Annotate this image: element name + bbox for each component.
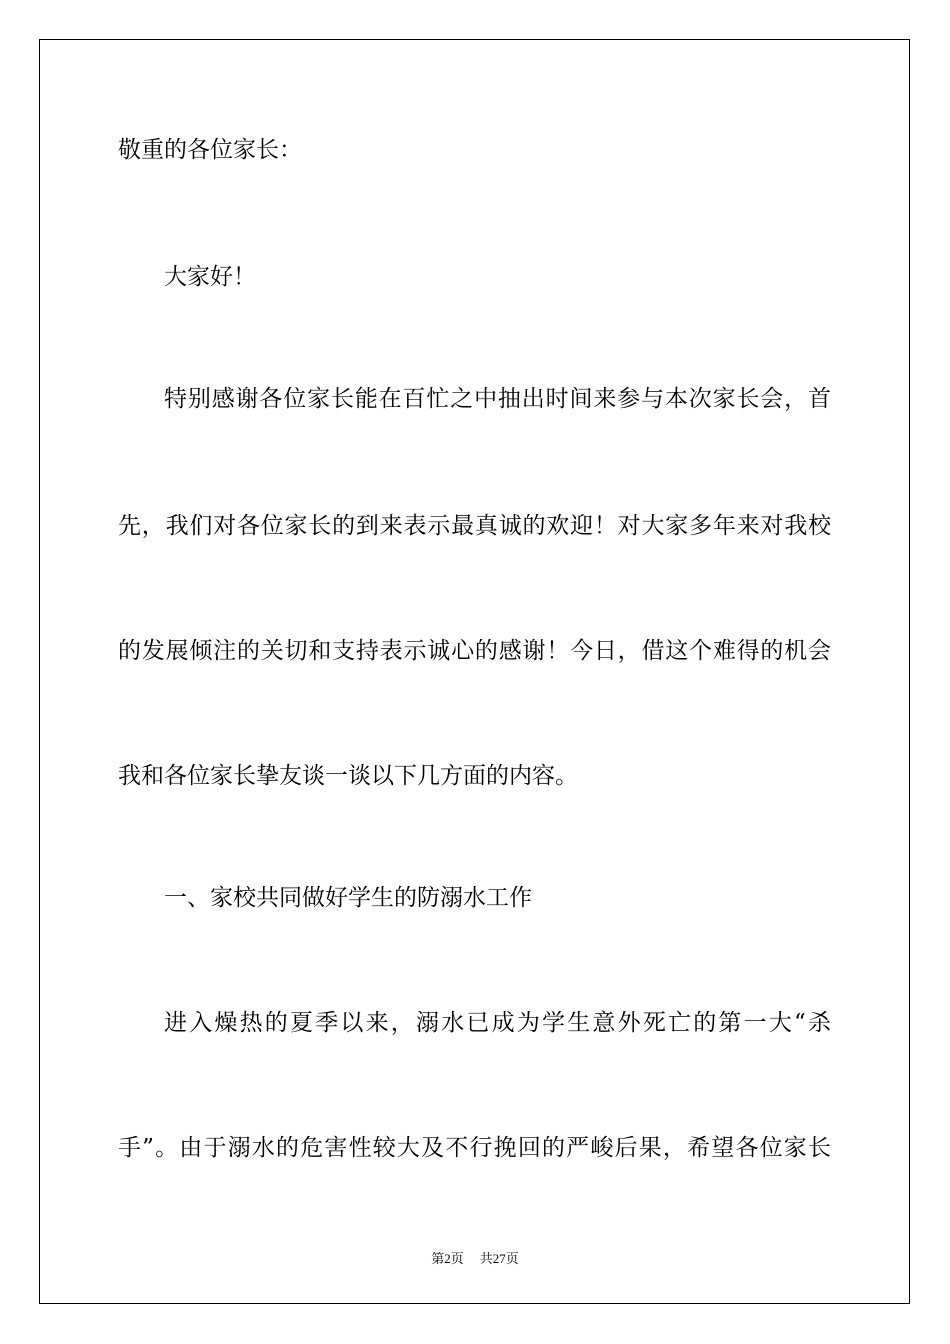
paragraph-1-line-3: 的发展倾注的关切和支持表示诚心的感谢！今日，借这个难得的机会 [118,638,831,664]
hello-line: 大家好！ [164,264,256,290]
paragraph-2-line-1: 进入燥热的夏季以来，溺水已成为学生意外死亡的第一大“杀 [164,1010,831,1036]
section-heading-1: 一、家校共同做好学生的防溺水工作 [164,885,532,911]
page-footer [0,1248,950,1267]
paragraph-2-line-2: 手”。由于溺水的危害性较大及不行挽回的严峻后果，希望各位家长 [118,1135,831,1161]
greeting-line: 敬重的各位家长： [118,137,302,163]
page-border [39,39,910,1304]
paragraph-1-line-4: 我和各位家长挚友谈一谈以下几方面的内容。 [118,763,578,789]
paragraph-1-line-1: 特别感谢各位家长能在百忙之中抽出时间来参与本次家长会，首 [164,386,831,412]
page-number: 第2页 [431,1251,464,1266]
paragraph-1-line-2: 先，我们对各位家长的到来表示最真诚的欢迎！对大家多年来对我校 [118,513,831,539]
total-pages: 共27页 [479,1251,519,1266]
